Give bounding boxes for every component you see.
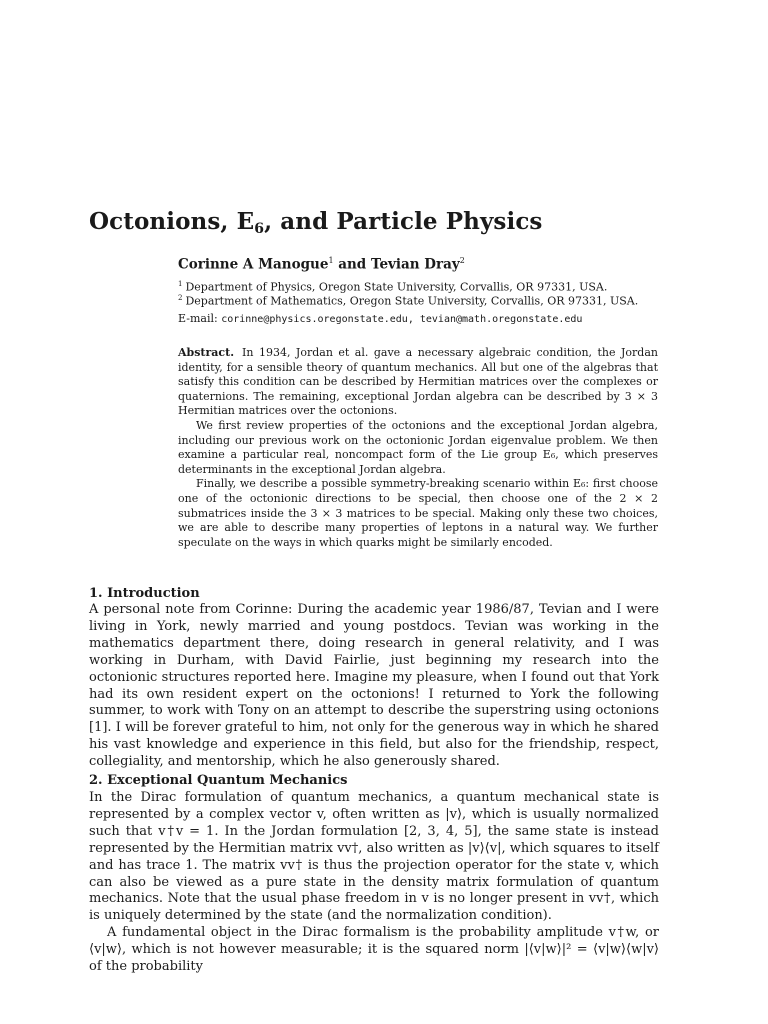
section-heading: 1. Introduction — [89, 586, 200, 601]
abstract-paragraph: We first review properties of the octonions and the exceptional Jordan algebra, including our previous work on the octonionic Jordan eigenvalue problem. We then examine a particular real, noncompact form of the Lie group E₆, which preserves determinants in the exceptional Jordan algebra. — [178, 418, 658, 476]
author-name: Corinne A Manogue — [178, 256, 329, 273]
section-heading: 2. Exceptional Quantum Mechanics — [89, 773, 348, 788]
author-name: Tevian Dray — [370, 256, 460, 273]
section-body — [89, 790, 659, 976]
abstract-paragraph: Finally, we describe a possible symmetry-breaking scenario within E₆: first choose one of the octonionic directions to be special, then choose one of the 2 × 2 submatrices inside the 3 × 3 matrices to be special. Making only these two choices, we are able to describe many properties of leptons in a natural way. We further speculate on the ways in which quarks might be similarly encoded. — [178, 477, 658, 549]
email-addresses: corinne@physics.oregonstate.edu, tevian@math.oregonstate.edu — [221, 314, 583, 325]
body-paragraph: In the Dirac formulation of quantum mechanics, a quantum mechanical state is represented by a complex vector v, often written as |v⟩, which is usually normalized such that v†v = 1. In the Jordan formulation [2, 3, 4, 5], the same state is instead represented by the Hermitian matrix vv†, also written as |v⟩⟨v|, which squares to itself and has trace 1. The matrix vv† is thus the projection operator for the state v, which can also be viewed as a pure state in the density matrix formulation of quantum mechanics. Note that the usual phase freedom in v is no longer present in vv†, which is uniquely determined by the state (and the normalization condition). — [89, 790, 659, 924]
section-body — [89, 602, 659, 771]
email-line: E-mail: corinne@physics.oregonstate.edu, tevian@math.oregonstate.edu — [178, 312, 583, 325]
author-list: Corinne A Manogue$^1$ and Tevian Dray$^2$ — [178, 256, 465, 273]
abstract-paragraph: In 1934, Jordan et al. gave a necessary algebraic condition, the Jordan identity, for a sensible theory of quantum mechanics. All but one of the algebras that satisfy this condition can be described by Hermitian matrices over the complexes or quaternions. The remaining, exceptional Jordan algebra can be described by 3 × 3 Hermitian matrices over the octonions. — [178, 346, 658, 418]
paper-title: Octonions, $E_6$, and Particle Physics — [89, 208, 543, 237]
body-paragraph: A fundamental object in the Dirac formalism is the probability amplitude v†w, or ⟨v|w⟩, which is not however measurable; it is the squared norm |⟨v|w⟩|² = ⟨v|w⟩⟨w|v⟩ of the probability — [89, 925, 659, 975]
abstract-label: Abstract. — [178, 346, 235, 359]
affiliation: $^1$ Department of Physics, Oregon State University, Corvallis, OR 97331, USA. — [178, 280, 608, 294]
body-paragraph: A personal note from Corinne: During the academic year 1986/87, Tevian and I were living in York, newly married and young postdocs. Tevian was working in the mathematics department there, doing research in general relativity, and I was working in Durham, with David Fairlie, just beginning my research into the octonionic structures reported here. Imagine my pleasure, when I found out that York had its own resident expert on the octonions! I returned to York the following summer, to work with Tony on an attempt to describe the superstring using octonions [1]. I will be forever grateful to him, not only for the generous way in which he shared his vast knowledge and experience in this field, but also for the friendship, respect, collegiality, and mentorship, which he also generously shared. — [89, 602, 659, 770]
affiliation: $^2$ Department of Mathematics, Oregon State University, Corvallis, OR 97331, USA. — [178, 294, 639, 308]
abstract — [178, 346, 658, 550]
